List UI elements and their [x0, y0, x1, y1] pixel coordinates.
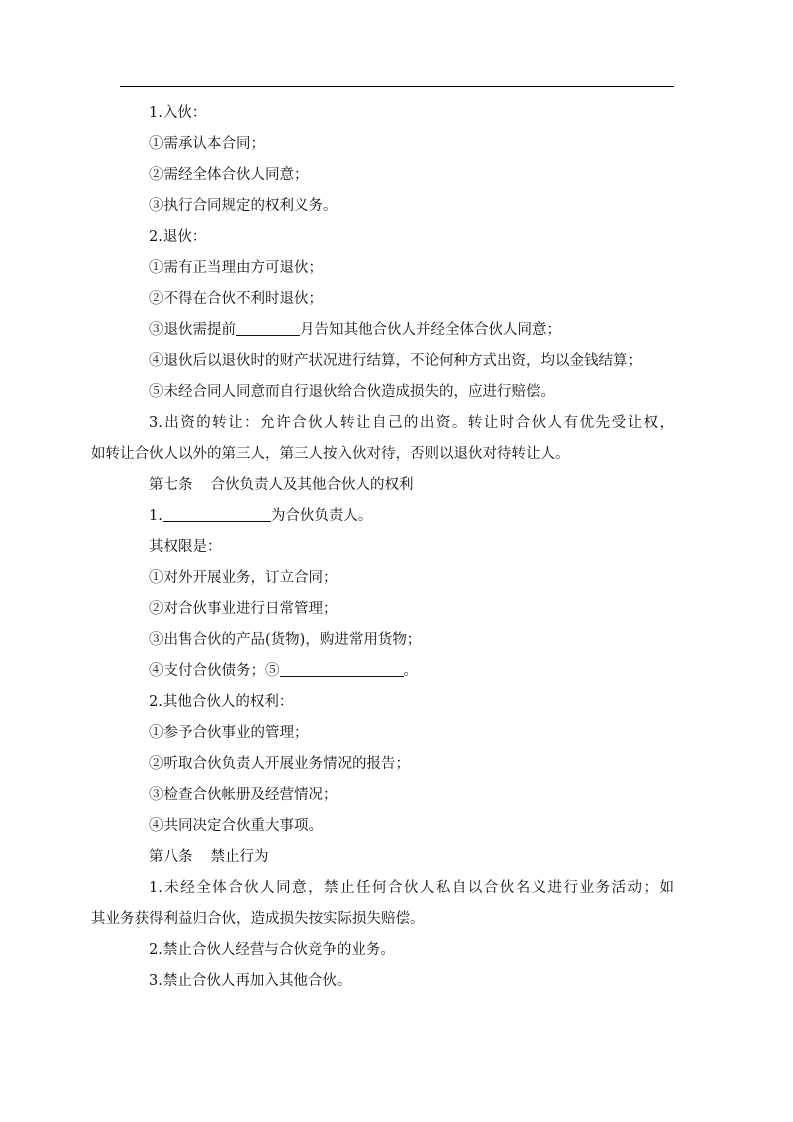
article-8-title: 禁止行为 [210, 849, 269, 865]
authority-item-3: ③出售合伙的产品(货物)，购进常用货物； [149, 632, 422, 648]
others-item-4: ④共同决定合伙重大事项。 [149, 818, 323, 834]
authority-item-2: ②对合伙事业进行日常管理； [149, 601, 338, 617]
exit-item-2: ②不得在合伙不利时退伙； [149, 291, 323, 307]
prohibition-3: 3.禁止合伙人再加入其他合伙。 [149, 973, 352, 989]
article-8-heading [120, 842, 674, 873]
others-item-3: ③检查合伙帐册及经营情况； [149, 787, 338, 803]
others-item-2: ②听取合伙负责人开展业务情况的报告； [149, 756, 410, 772]
months-notice-blank [236, 317, 300, 336]
exit-item-1: ①需有正当理由方可退伙； [149, 260, 323, 276]
leader-suffix: 为合伙负责人。 [270, 508, 373, 524]
join-heading: 1.入伙： [149, 105, 207, 121]
others-item-1: ①参予合伙事业的管理； [149, 725, 309, 741]
exit-heading: 2.退伙： [149, 229, 207, 245]
join-item-3: ③执行合同规定的权利义务。 [149, 198, 338, 214]
exit-item-4: ④退伙后以退伙时的财产状况进行结算，不论何种方式出资，均以金钱结算； [149, 353, 642, 369]
exit-item-3 [120, 315, 674, 346]
header-rule [120, 86, 674, 87]
authority-heading: 其权限是： [149, 539, 222, 555]
join-item-2: ②需经全体合伙人同意； [149, 167, 309, 183]
join-item-1: ①需承认本合同； [149, 136, 265, 152]
other-authority-blank [280, 658, 404, 677]
article-8-number: 第八条 [149, 849, 193, 865]
prohibition-1 [91, 873, 674, 935]
others-heading: 2.其他合伙人的权利： [149, 694, 294, 710]
exit-item-3-prefix: ③退伙需提前 [149, 322, 236, 338]
authority-item-4 [120, 656, 674, 687]
document-body [91, 98, 674, 997]
leader-line [120, 501, 674, 532]
authority-item-4-end: 。 [403, 663, 418, 679]
authority-item-4-text: ④支付合伙债务；⑤ [149, 663, 280, 679]
prohibition-1-line-1: 1.未经全体合伙人同意，禁止任何合伙人私自以合伙名义进行业务活动；如 [149, 880, 674, 896]
article-7-heading [120, 470, 674, 501]
leader-prefix: 1. [149, 508, 163, 524]
transfer-clause-line-2: 如转让合伙人以外的第三人，第三人按入伙对待，否则以退伙对待转让人。 [91, 446, 570, 462]
exit-item-3-suffix: 月告知其他合伙人并经全体合伙人同意； [300, 322, 561, 338]
leader-name-blank [163, 503, 271, 522]
exit-item-5: ⑤未经合同人同意而自行退伙给合伙造成损失的，应进行赔偿。 [149, 384, 555, 400]
prohibition-1-line-2: 其业务获得利益归合伙，造成损失按实际损失赔偿。 [91, 911, 425, 927]
transfer-clause [91, 408, 674, 470]
authority-item-1: ①对外开展业务，订立合同； [149, 570, 338, 586]
prohibition-2: 2.禁止合伙人经营与合伙竞争的业务。 [149, 942, 395, 958]
article-7-number: 第七条 [149, 477, 193, 493]
transfer-clause-line-1: 3.出资的转让：允许合伙人转让自己的出资。转让时合伙人有优先受让权， [149, 415, 674, 431]
article-7-title: 合伙负责人及其他合伙人的权利 [210, 477, 414, 493]
